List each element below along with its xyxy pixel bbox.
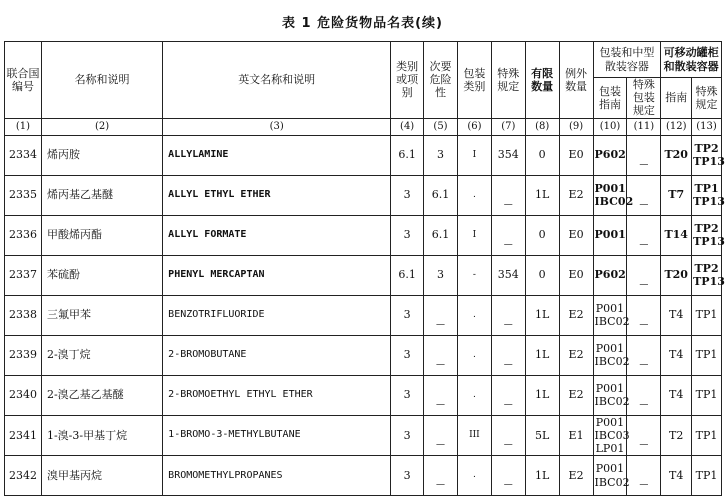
col-number: (8) [525, 118, 559, 135]
sub-risk-cell: — [424, 415, 458, 456]
tank-instr-cell: T20 [661, 135, 692, 175]
class-cell: 3 [391, 375, 424, 415]
pack-group-cell: . [457, 375, 491, 415]
name-en-cell: PHENYL MERCAPTAN [163, 255, 391, 295]
pack-group-cell: III [457, 415, 491, 456]
excepted-qty-cell: E0 [559, 255, 593, 295]
table-row [5, 295, 722, 335]
limited-qty-cell: 0 [525, 215, 559, 255]
pack-group-cell: . [457, 456, 491, 496]
limited-qty-cell: 0 [525, 135, 559, 175]
col-number: (4) [391, 118, 424, 135]
name-en-cell: ALLYLAMINE [163, 135, 391, 175]
dangerous-goods-table [4, 41, 725, 496]
tank-instr-cell: T2 [661, 415, 692, 456]
pack-group-cell: - [457, 255, 491, 295]
column-number-row [5, 118, 722, 135]
header-tank-instr: 指南 [661, 78, 692, 119]
tank-special-cell: TP2 TP13 [692, 215, 722, 255]
name-en-cell: 1-BROMO-3-METHYLBUTANE [163, 415, 391, 456]
un-cell: 2342 [5, 456, 42, 496]
name-cn-cell: 烯丙胺 [41, 135, 162, 175]
pack-instr-cell: P602 [593, 135, 627, 175]
class-cell: 3 [391, 295, 424, 335]
name-cn-cell: 苯硫酚 [41, 255, 162, 295]
class-cell: 6.1 [391, 135, 424, 175]
table-row [5, 135, 722, 175]
name-cn-cell: 2-溴丁烷 [41, 335, 162, 375]
header-excepted-qty: 例外数量 [559, 42, 593, 119]
col-number: (11) [627, 118, 661, 135]
header-class: 类别或项别 [391, 42, 424, 119]
limited-qty-cell: 1L [525, 175, 559, 215]
pack-group-cell: . [457, 335, 491, 375]
excepted-qty-cell: E2 [559, 375, 593, 415]
limited-qty-cell: 0 [525, 255, 559, 295]
pack-special-cell: — [627, 215, 661, 255]
pack-special-cell: — [627, 295, 661, 335]
header-un-number: 联合国编号 [5, 42, 42, 119]
class-cell: 3 [391, 215, 424, 255]
sub-risk-cell: 6.1 [424, 215, 458, 255]
tank-special-cell: TP1 [692, 335, 722, 375]
col-number: (3) [163, 118, 391, 135]
header-tank-group: 可移动罐柜和散装容器 [661, 42, 722, 78]
excepted-qty-cell: E2 [559, 295, 593, 335]
special-cell: — [491, 375, 525, 415]
table-row [5, 335, 722, 375]
pack-group-cell: I [457, 135, 491, 175]
un-cell: 2337 [5, 255, 42, 295]
special-cell: — [491, 295, 525, 335]
name-en-cell: ALLYL FORMATE [163, 215, 391, 255]
limited-qty-cell: 5L [525, 415, 559, 456]
un-cell: 2341 [5, 415, 42, 456]
sub-risk-cell: — [424, 375, 458, 415]
table-title: 表 1 危险货物品名表(续) [282, 16, 443, 31]
header-pack-instr: 包装指南 [593, 78, 627, 119]
col-number: (12) [661, 118, 692, 135]
special-cell: — [491, 215, 525, 255]
col-number: (1) [5, 118, 42, 135]
excepted-qty-cell: E0 [559, 215, 593, 255]
header-special: 特殊规定 [491, 42, 525, 119]
excepted-qty-cell: E0 [559, 135, 593, 175]
class-cell: 3 [391, 175, 424, 215]
tank-special-cell: TP1 [692, 295, 722, 335]
table-row [5, 456, 722, 496]
table-row [5, 255, 722, 295]
header-name-en: 英文名称和说明 [163, 42, 391, 119]
excepted-qty-cell: E2 [559, 335, 593, 375]
sub-risk-cell: — [424, 335, 458, 375]
tank-special-cell: TP2 TP13 [692, 255, 722, 295]
pack-special-cell: — [627, 335, 661, 375]
col-number: (7) [491, 118, 525, 135]
col-number: (9) [559, 118, 593, 135]
pack-instr-cell: P001 [593, 215, 627, 255]
sub-risk-cell: 3 [424, 135, 458, 175]
name-en-cell: 2-BROMOBUTANE [163, 335, 391, 375]
limited-qty-cell: 1L [525, 335, 559, 375]
pack-special-cell: — [627, 415, 661, 456]
tank-instr-cell: T4 [661, 295, 692, 335]
table-row [5, 415, 722, 456]
tank-special-cell: TP1 [692, 375, 722, 415]
tank-special-cell: TP1 TP13 [692, 175, 722, 215]
header-tank-special: 特殊规定 [692, 78, 722, 119]
tank-instr-cell: T20 [661, 255, 692, 295]
pack-special-cell: — [627, 456, 661, 496]
pack-instr-cell: P001 IBC02 [593, 295, 627, 335]
col-number: (5) [424, 118, 458, 135]
name-en-cell: BROMOMETHYLPROPANES [163, 456, 391, 496]
class-cell: 3 [391, 415, 424, 456]
table-row [5, 375, 722, 415]
limited-qty-cell: 1L [525, 295, 559, 335]
name-en-cell: 2-BROMOETHYL ETHYL ETHER [163, 375, 391, 415]
name-cn-cell: 溴甲基丙烷 [41, 456, 162, 496]
tank-instr-cell: T4 [661, 335, 692, 375]
special-cell: — [491, 335, 525, 375]
special-cell: 354 [491, 135, 525, 175]
header-packaging-group: 包装和中型散装容器 [593, 42, 661, 78]
excepted-qty-cell: E2 [559, 456, 593, 496]
name-en-cell: ALLYL ETHYL ETHER [163, 175, 391, 215]
limited-qty-cell: 1L [525, 375, 559, 415]
excepted-qty-cell: E2 [559, 175, 593, 215]
col-number: (2) [41, 118, 162, 135]
table-row [5, 215, 722, 255]
tank-special-cell: TP1 [692, 456, 722, 496]
class-cell: 3 [391, 456, 424, 496]
pack-instr-cell: P001 IBC02 [593, 175, 627, 215]
sub-risk-cell: 6.1 [424, 175, 458, 215]
tank-special-cell: TP2 TP13 [692, 135, 722, 175]
un-cell: 2336 [5, 215, 42, 255]
tank-instr-cell: T4 [661, 456, 692, 496]
col-number: (6) [457, 118, 491, 135]
tank-special-cell: TP1 [692, 415, 722, 456]
special-cell: — [491, 456, 525, 496]
pack-special-cell: — [627, 135, 661, 175]
header-name-cn: 名称和说明 [41, 42, 162, 119]
special-cell: — [491, 415, 525, 456]
tank-instr-cell: T14 [661, 215, 692, 255]
limited-qty-cell: 1L [525, 456, 559, 496]
sub-risk-cell: 3 [424, 255, 458, 295]
excepted-qty-cell: E1 [559, 415, 593, 456]
un-cell: 2334 [5, 135, 42, 175]
header-sub-risk: 次要危险性 [424, 42, 458, 119]
header-limited-qty: 有限数量 [525, 42, 559, 119]
name-cn-cell: 2-溴乙基乙基醚 [41, 375, 162, 415]
pack-instr-cell: P001 IBC02 [593, 375, 627, 415]
col-number: (10) [593, 118, 627, 135]
pack-instr-cell: P602 [593, 255, 627, 295]
sub-risk-cell: — [424, 295, 458, 335]
pack-special-cell: — [627, 255, 661, 295]
name-en-cell: BENZOTRIFLUORIDE [163, 295, 391, 335]
tank-instr-cell: T7 [661, 175, 692, 215]
class-cell: 3 [391, 335, 424, 375]
un-cell: 2339 [5, 335, 42, 375]
pack-group-cell: . [457, 175, 491, 215]
pack-special-cell: — [627, 375, 661, 415]
pack-group-cell: I [457, 215, 491, 255]
pack-instr-cell: P001 IBC03 LP01 [594, 415, 630, 455]
name-cn-cell: 烯丙基乙基醚 [41, 175, 162, 215]
special-cell: 354 [491, 255, 525, 295]
pack-instr-cell: P001 IBC02 [593, 335, 627, 375]
header-pack-special: 特殊包装规定 [627, 78, 661, 119]
table-row [5, 175, 722, 215]
name-cn-cell: 1-溴-3-甲基丁烷 [41, 415, 162, 456]
un-cell: 2335 [5, 175, 42, 215]
tank-instr-cell: T4 [661, 375, 692, 415]
col-number: (13) [692, 118, 722, 135]
pack-instr-cell: P001 IBC02 [593, 456, 627, 496]
pack-group-cell: . [457, 295, 491, 335]
class-cell: 6.1 [391, 255, 424, 295]
pack-special-cell: — [627, 175, 661, 215]
name-cn-cell: 三氟甲苯 [41, 295, 162, 335]
name-cn-cell: 甲酸烯丙酯 [41, 215, 162, 255]
special-cell: — [491, 175, 525, 215]
header-pack-group: 包装类别 [457, 42, 491, 119]
un-cell: 2338 [5, 295, 42, 335]
un-cell: 2340 [5, 375, 42, 415]
sub-risk-cell: — [424, 456, 458, 496]
